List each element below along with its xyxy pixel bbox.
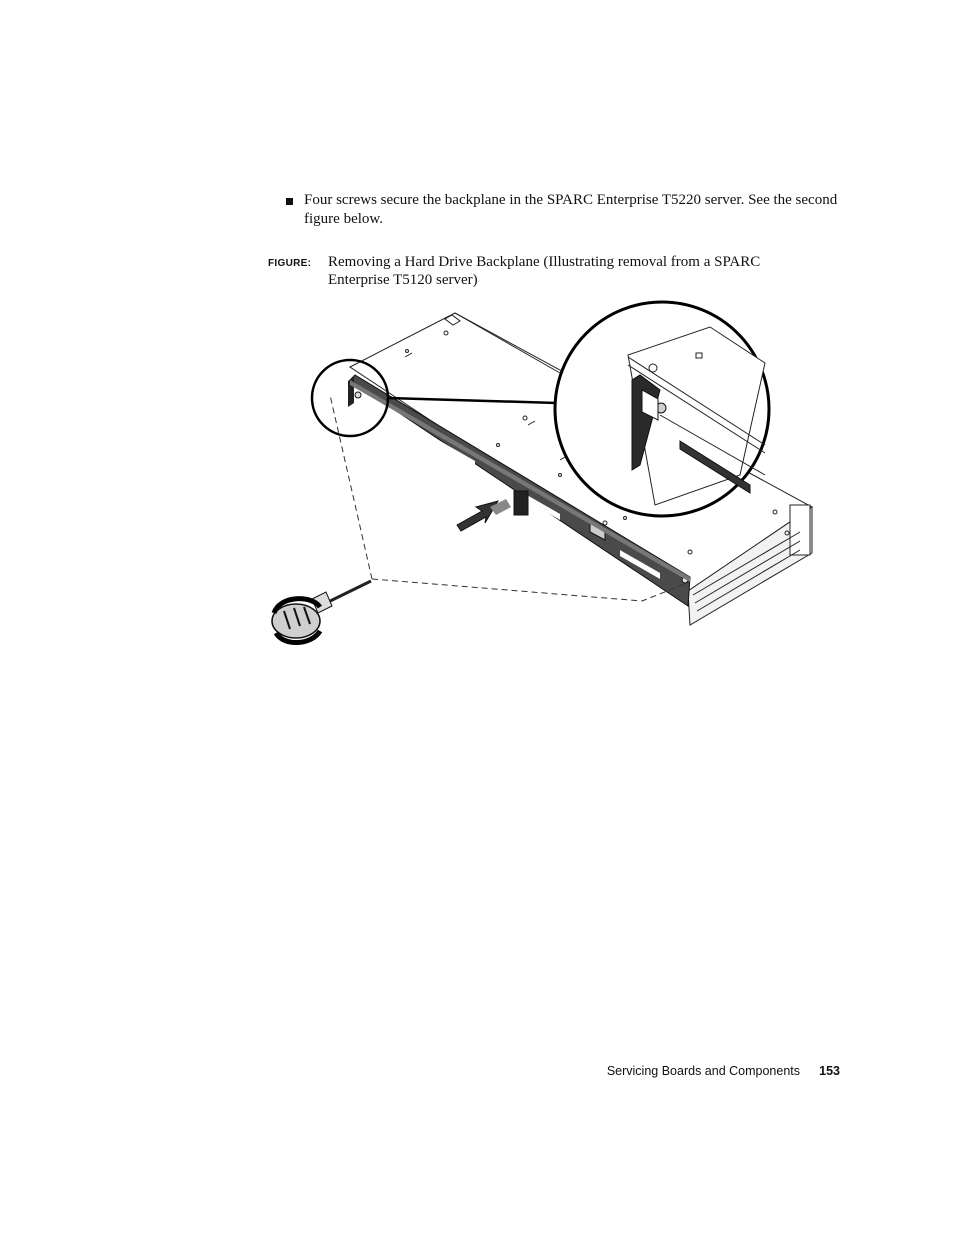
screw-location-dashed-line-2 [372, 579, 690, 601]
bullet-text: Four screws secure the backplane in the SPARC Enterprise T5220 server. See the second figure below. [304, 192, 838, 227]
square-bullet-icon [286, 198, 293, 205]
magnified-detail-view [555, 302, 769, 516]
pull-direction-arrow-icon [457, 501, 498, 531]
figure-label: FIGURE: [268, 258, 312, 269]
pull-arrow-shadow [490, 499, 511, 515]
figure-caption-text: Removing a Hard Drive Backplane (Illustrating removal from a SPARC Enterprise T5120 server) [328, 254, 761, 288]
page-number: 153 [819, 1064, 840, 1078]
screwdriver-icon [272, 581, 371, 643]
backplane-removal-illustration [260, 295, 820, 655]
screw-location-dashed-line [330, 395, 372, 579]
footer-section-title: Servicing Boards and Components [606, 1064, 800, 1078]
